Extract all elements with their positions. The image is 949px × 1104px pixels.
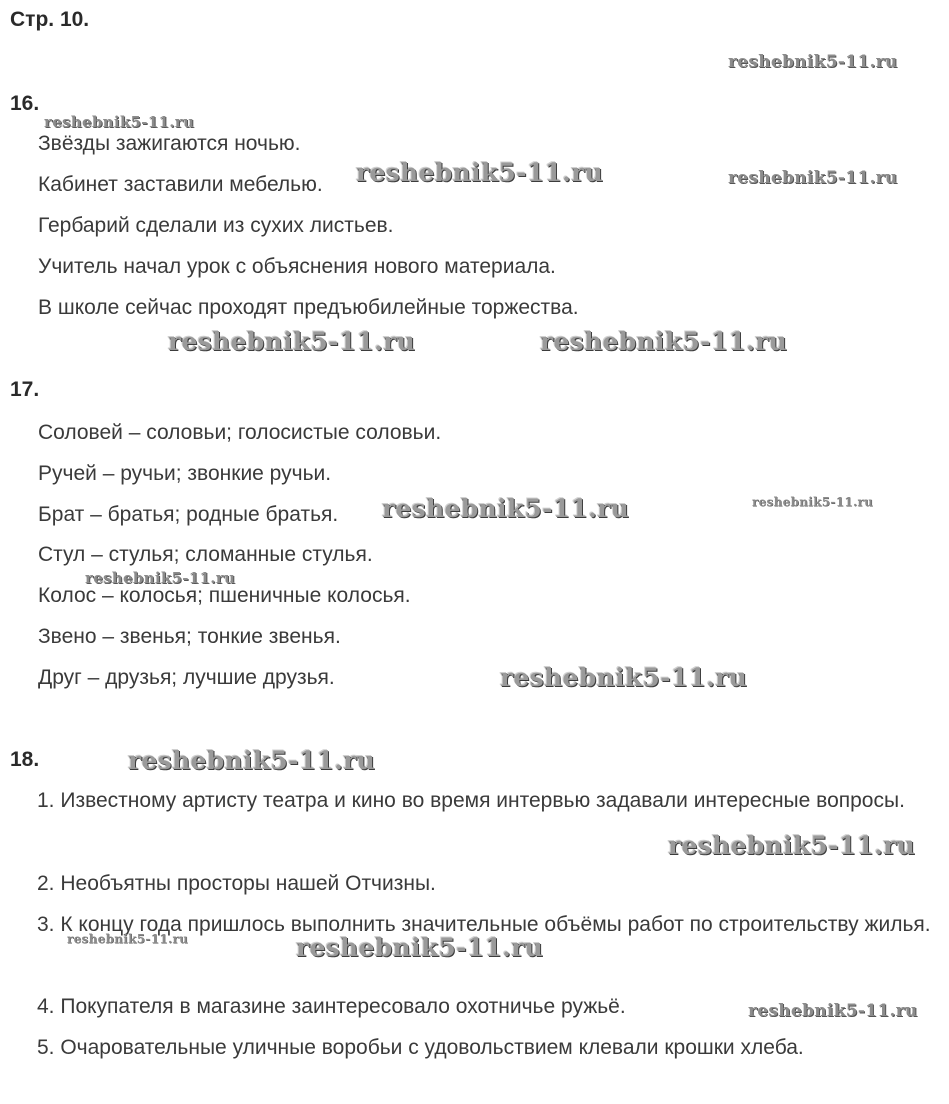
watermark: reshebnik5-11.ru — [356, 158, 604, 187]
watermark: reshebnik5-11.ru — [728, 52, 898, 72]
task-17-line-1: Соловей – соловьи; голосистые соловьи. — [38, 421, 442, 444]
task-16-number: 16. — [10, 92, 40, 115]
watermark: reshebnik5-11.ru — [128, 746, 376, 775]
task-18-item-5: 5. Очаровательные уличные воробьи с удовольствием клевали крошки хлеба. — [37, 1036, 804, 1059]
task-17-line-6: Звено – звенья; тонкие звенья. — [38, 625, 341, 648]
task-17-line-4: Стул – стулья; сломанные стулья. — [38, 543, 373, 566]
task-18-number: 18. — [10, 748, 40, 771]
watermark: reshebnik5-11.ru — [540, 327, 788, 356]
watermark: reshebnik5-11.ru — [752, 495, 874, 509]
task-17-line-7: Друг – друзья; лучшие друзья. — [38, 666, 335, 689]
task-16-line-5: В школе сейчас проходят предъюбилейные торжества. — [38, 296, 579, 319]
watermark: reshebnik5-11.ru — [44, 113, 195, 131]
watermark: reshebnik5-11.ru — [296, 933, 544, 962]
watermark: reshebnik5-11.ru — [382, 494, 630, 523]
task-16-line-4: Учитель начал урок с объяснения нового материала. — [38, 255, 556, 278]
task-17-line-2: Ручей – ручьи; звонкие ручьи. — [38, 462, 332, 485]
task-18-item-1: 1. Известному артисту театра и кино во время интервью задавали интересные вопросы. — [37, 789, 905, 812]
task-18-item-3: 3. К концу года пришлось выполнить значительные объёмы работ по строительству жилья. — [37, 913, 931, 936]
task-16-line-3: Гербарий сделали из сухих листьев. — [38, 214, 394, 237]
task-16-line-1: Звёзды зажигаются ночью. — [38, 132, 301, 155]
watermark: reshebnik5-11.ru — [668, 831, 916, 860]
task-18-item-2: 2. Необъятны просторы нашей Отчизны. — [37, 872, 436, 895]
watermark: reshebnik5-11.ru — [728, 168, 898, 188]
task-17-number: 17. — [10, 378, 40, 401]
task-17-line-3: Брат – братья; родные братья. — [38, 503, 339, 526]
watermark: reshebnik5-11.ru — [500, 663, 748, 692]
task-17-line-5: Колос – колосья; пшеничные колосья. — [38, 584, 411, 607]
task-18-item-4: 4. Покупателя в магазине заинтересовало охотничье ружьё. — [37, 995, 626, 1018]
watermark: reshebnik5-11.ru — [67, 932, 189, 946]
watermark: reshebnik5-11.ru — [748, 1001, 918, 1021]
watermark: reshebnik5-11.ru — [168, 327, 416, 356]
watermark: reshebnik5-11.ru — [85, 569, 236, 587]
page-number: Стр. 10. — [10, 8, 90, 31]
task-16-line-2: Кабинет заставили мебелью. — [38, 173, 323, 196]
